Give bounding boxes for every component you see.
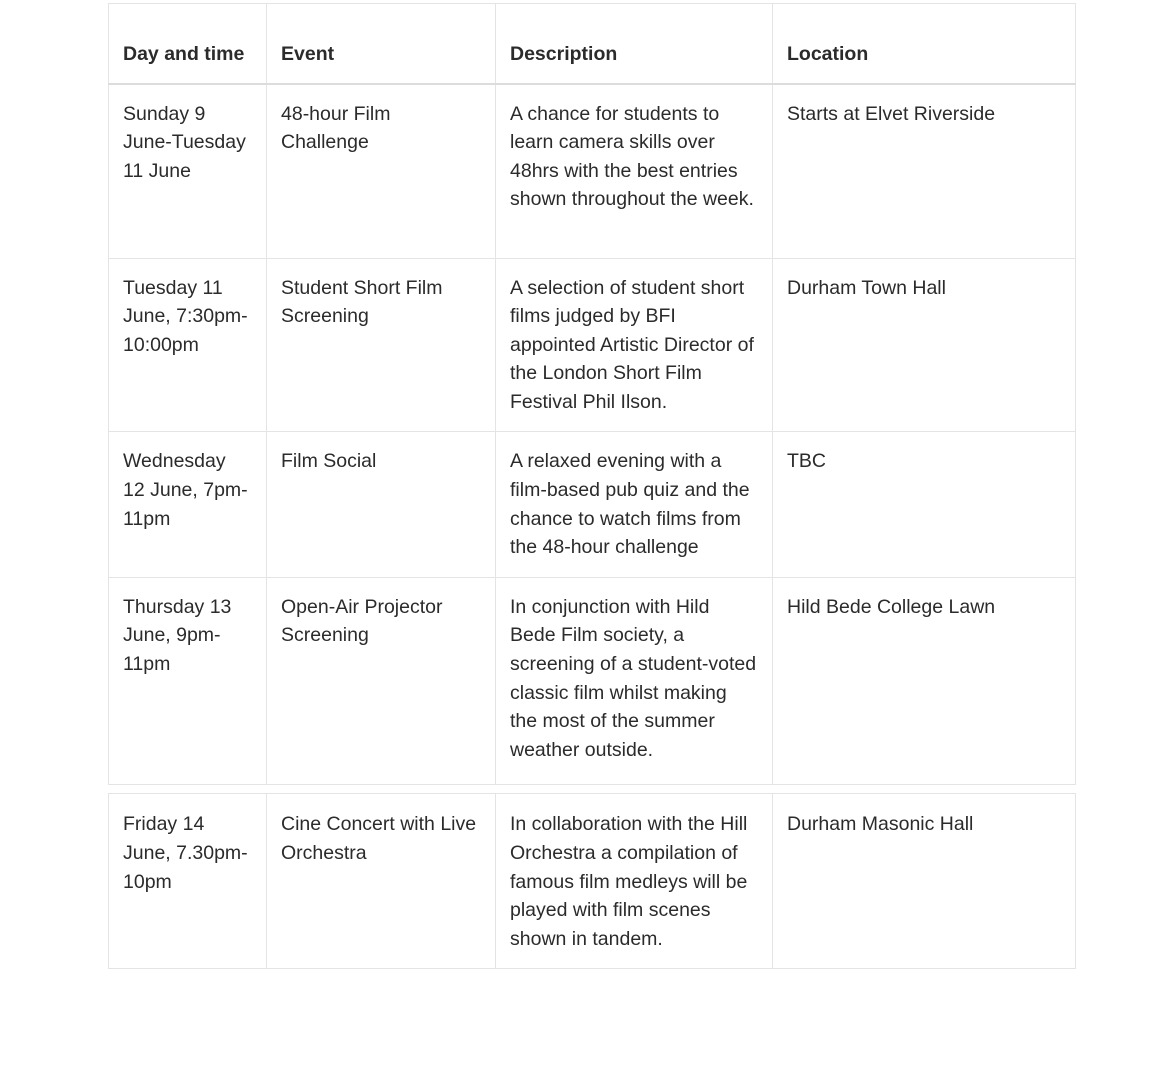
cell-location: Durham Masonic Hall — [773, 794, 1076, 969]
cell-description: A selection of student short films judged by BFI appointed Artistic Director of the London Short Film Festival Phil Ilson. — [496, 258, 773, 432]
cell-description: A chance for students to learn camera skills over 48hrs with the best entries shown throughout the week. — [496, 84, 773, 259]
cell-day-time: Thursday 13 June, 9pm-11pm — [109, 577, 267, 785]
cell-day-time: Sunday 9 June-Tuesday 11 June — [109, 84, 267, 259]
cell-location: Hild Bede College Lawn — [773, 577, 1076, 785]
cell-description: In conjunction with Hild Bede Film society, a screening of a student-voted classic film whilst making the most of the summer weather outside. — [496, 577, 773, 785]
cell-day-time: Tuesday 11 June, 7:30pm-10:00pm — [109, 258, 267, 432]
cell-location: TBC — [773, 432, 1076, 577]
cell-location: Durham Town Hall — [773, 258, 1076, 432]
cell-event: 48-hour Film Challenge — [267, 84, 496, 259]
header-row — [109, 4, 1076, 84]
separator-gap — [109, 785, 1076, 794]
header-description: Description — [496, 4, 773, 84]
table-row — [109, 577, 1076, 785]
cell-location: Starts at Elvet Riverside — [773, 84, 1076, 259]
header-event: Event — [267, 4, 496, 84]
cell-day-time: Wednesday 12 June, 7pm-11pm — [109, 432, 267, 577]
table-row — [109, 794, 1076, 969]
header-location: Location — [773, 4, 1076, 84]
row-separator — [109, 785, 1076, 794]
table-row — [109, 258, 1076, 432]
cell-description: A relaxed evening with a film-based pub quiz and the chance to watch films from the 48-hour challenge — [496, 432, 773, 577]
table-row — [109, 432, 1076, 577]
cell-description: In collaboration with the Hill Orchestra a compilation of famous film medleys will be played with film scenes shown in tandem. — [496, 794, 773, 969]
cell-event: Cine Concert with Live Orchestra — [267, 794, 496, 969]
table-body — [109, 84, 1076, 969]
cell-event: Film Social — [267, 432, 496, 577]
events-table-container — [108, 3, 1075, 969]
events-table — [108, 3, 1076, 969]
cell-event: Student Short Film Screening — [267, 258, 496, 432]
header-day-time: Day and time — [109, 4, 267, 84]
cell-event: Open-Air Projector Screening — [267, 577, 496, 785]
table-header — [109, 4, 1076, 84]
cell-day-time: Friday 14 June, 7.30pm-10pm — [109, 794, 267, 969]
table-row — [109, 84, 1076, 259]
